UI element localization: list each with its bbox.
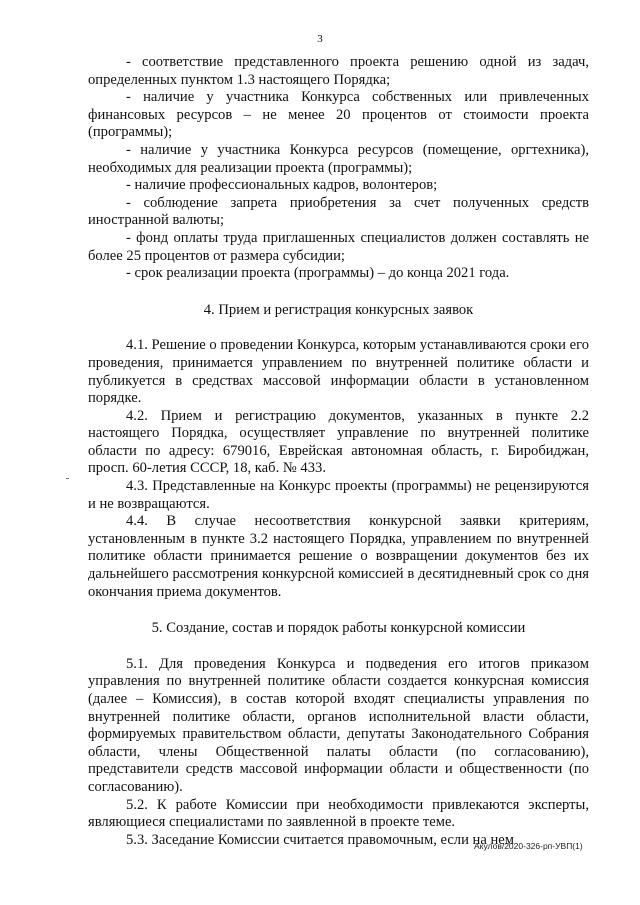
section-5-paragraph: 5.1. Для проведения Конкурса и подведения его итогов приказом управления по внутренней политике области создается конкурсная комиссия (далее – Комиссия), в состав которой входят специалисты управления по внутренней политике области, органов исполнительной власти области, формируемых правительством области, депутаты Законодательного Собрания области, члены Общественной палаты области (по согласованию), представители средств массовой информации области и общественности (по согласованию). (88, 655, 589, 795)
criteria-item: - наличие у участника Конкурса ресурсов (помещение, оргтехника), необходимых для реализации проекта (программы); (88, 141, 589, 176)
section-5-heading: 5. Создание, состав и порядок работы конкурсной комиссии (151, 620, 526, 637)
section-4-paragraph: 4.4. В случае несоответствия конкурсной заявки критериям, установленным в пункте 3.2 настоящего Порядка, управлением по внутренней политике области принимается решение о возвращении документов без их дальнейшего рассмотрения конкурсной комиссией в десятидневный срок со дня окончания приема документов. (88, 513, 589, 600)
section-5-paragraph: 5.3. Заседание Комиссии считается правомочным, если на нем (126, 831, 515, 848)
margin-mark (66, 478, 69, 479)
document-reference-code: Акулов/2020-326-рп-УВП(1) (474, 841, 583, 851)
section-4-paragraph: 4.3. Представленные на Конкурс проекты (программы) не рецензируются и не возвращаются. (88, 478, 589, 512)
criteria-item: - соблюдение запрета приобретения за счет полученных средств иностранной валюты; (88, 194, 589, 229)
section-5-paragraph: 5.2. К работе Комиссии при необходимости привлекаются эксперты, являющиеся специалистами по заявленной в проекте теме. (88, 796, 589, 831)
section-4-heading: 4. Прием и регистрация конкурсных заявок (203, 301, 474, 318)
criteria-item: - соответствие представленного проекта решению одной из задач, определенных пунктом 1.3 настоящего Порядка; (88, 54, 589, 88)
document-body (88, 54, 589, 849)
criteria-item: - фонд оплаты труда приглашенных специалистов должен составлять не более 25 процентов от размера субсидии; (88, 229, 589, 264)
criteria-item: - наличие у участника Конкурса собственных или привлеченных финансовых ресурсов – не менее 20 процентов от стоимости проекта (программы); (88, 89, 589, 141)
page-number: 3 (317, 33, 323, 45)
section-4-paragraph: 4.1. Решение о проведении Конкурса, которым устанавливаются сроки его проведения, принимается управлением по внутренней политике области и публикуется в средствах массовой информации области в установленном порядке. (88, 337, 589, 407)
criteria-item: - наличие профессиональных кадров, волонтеров; (126, 177, 438, 194)
criteria-item: - срок реализации проекта (программы) – до конца 2021 года. (126, 265, 510, 282)
section-4-paragraph: 4.2. Прием и регистрацию документов, указанных в пункте 2.2 настоящего Порядка, осуществляет управление по внутренней политике области по адресу: 679016, Еврейская автономная область, г. Биробиджан, просп. 60-летия СССР, 18, каб. № 433. (88, 407, 589, 477)
